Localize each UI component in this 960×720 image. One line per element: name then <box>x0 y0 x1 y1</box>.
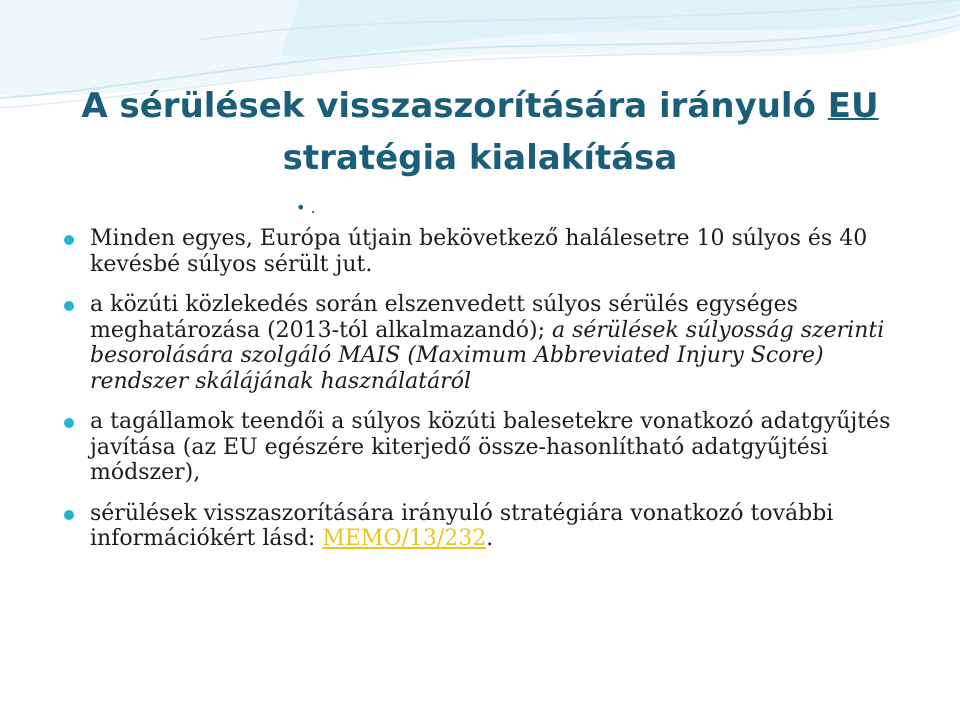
title-text-1: A sérülések visszaszorítására irányuló <box>81 86 828 126</box>
list-item <box>64 226 904 277</box>
memo-link[interactable]: MEMO/13/232 <box>322 526 487 551</box>
title-text-2: stratégia kialakítása <box>282 138 678 178</box>
list-item <box>64 292 904 394</box>
bullet-text: Minden egyes, Európa útjain bekövetkező halálesetre 10 súlyos és 40 kevésbé súlyos sérült jut. <box>90 226 868 277</box>
bullet-dot-icon <box>64 418 74 428</box>
subtitle-dots: • . <box>296 198 316 217</box>
bullet-text: a tagállamok teendői a súlyos közúti balesetekre vonatkozó adatgyűjtés javítása (az EU egészére kiterjedő össze-hasonlítható adatgyűjtési módszer), <box>90 409 891 485</box>
bullet-list <box>64 226 904 567</box>
bullet-dot-icon <box>64 510 74 520</box>
bullet-italic-text: a sérülések súlyosság szerinti besorolására szolgáló MAIS (Maximum Abbreviated Injury Score) rendszer skálájának használatáról <box>90 317 885 394</box>
slide-title <box>40 80 920 184</box>
bullet-dot-icon <box>64 301 74 311</box>
bullet-dot-icon <box>64 235 74 245</box>
bullet-text: sérülések visszaszorítására irányuló stratégiára vonatkozó további információkért lásd: <box>90 500 834 551</box>
bullet-suffix: . <box>486 526 494 551</box>
title-eu-link[interactable]: EU <box>827 86 879 126</box>
list-item <box>64 409 904 486</box>
list-item <box>64 501 904 552</box>
bullet-text: a közúti közlekedés során elszenvedett súlyos sérülés egységes meghatározása (2013-tól alkalmazandó); <box>90 292 798 343</box>
